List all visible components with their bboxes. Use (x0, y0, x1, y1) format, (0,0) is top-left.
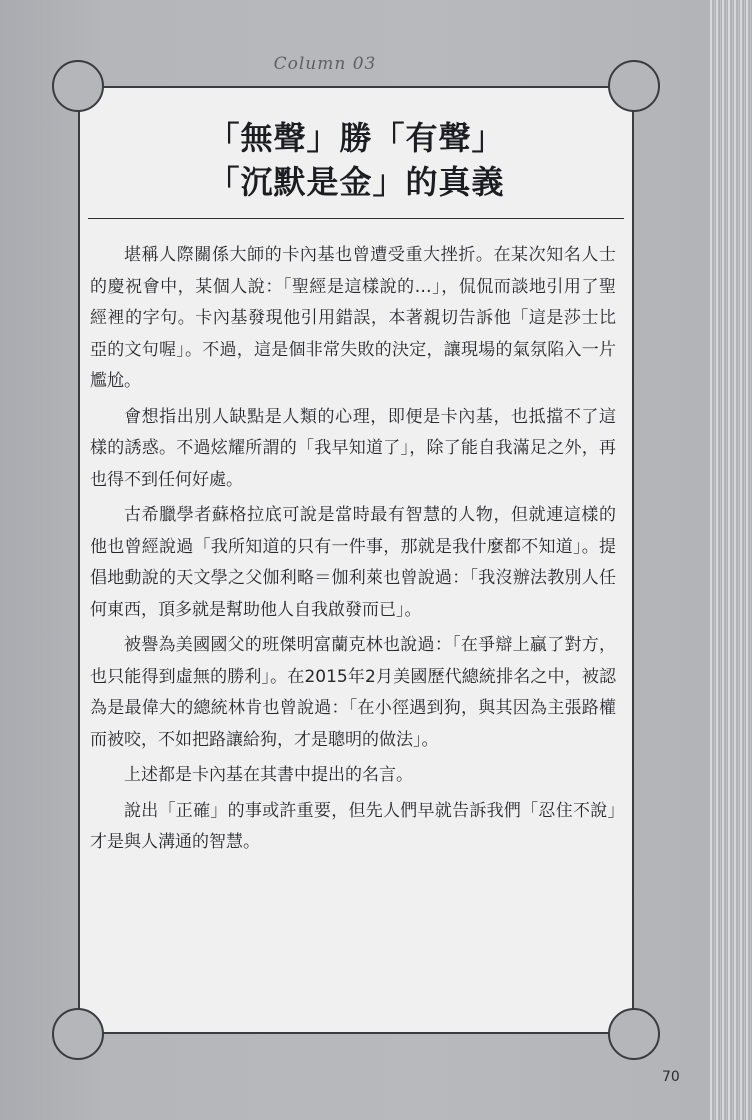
paragraph-4: 被譽為美國國父的班傑明富蘭克林也說過：「在爭辯上贏了對方，也只能得到虛無的勝利」。在2015年2月美國歷代總統排名之中，被認為是最偉大的總統林肯也曾說過：「在小徑遇到狗，與其因為主張路權而被咬，不如把路讓給狗，才是聰明的做法」。 (90, 635, 616, 750)
paragraph-3: 古希臘學者蘇格拉底可說是當時最有智慧的人物，但就連這樣的他也曾經說過「我所知道的只有一件事，那就是我什麼都不知道」。提倡地動說的天文學之父伽利略＝伽利萊也曾說過：「我沒辦法教別人任何東西，頂多就是幫助他人自我啟發而已」。 (90, 505, 616, 620)
paragraph-6: 說出「正確」的事或許重要，但先人們早就告訴我們「忍住不說」才是與人溝通的智慧。 (90, 800, 616, 852)
paragraph-1: 堪稱人際關係大師的卡內基也曾遭受重大挫折。在某次知名人士的慶祝會中，某個人說：「聖經是這樣說的…」，侃侃而談地引用了聖經裡的字句。卡內基發現他引用錯誤，本著親切告訴他「這是莎士比亞的文句喔」。不過，這是個非常失敗的決定，讓現場的氣氛陷入一片尷尬。 (90, 245, 616, 391)
title-line-1: 「無聲」勝「有聲」 (207, 119, 505, 157)
article-body (90, 240, 616, 863)
title-line-2: 「沉默是金」的真義 (207, 163, 505, 201)
frame-corner-top-right (608, 60, 660, 112)
page-stack-edge (710, 0, 752, 1120)
column-label: Column 03 (273, 54, 377, 74)
frame-corner-top-left (52, 60, 104, 112)
column-title (80, 116, 632, 204)
title-divider (88, 218, 624, 219)
paragraph-2: 會想指出別人缺點是人類的心理，即便是卡內基，也抵擋不了這樣的誘惑。不過炫耀所謂的「我早知道了」，除了能自我滿足之外，再也得不到任何好處。 (90, 406, 616, 490)
column-frame (78, 86, 634, 1034)
frame-corner-bottom-left (52, 1008, 104, 1060)
frame-corner-bottom-right (608, 1008, 660, 1060)
paragraph-5: 上述都是卡內基在其書中提出的名言。 (124, 765, 413, 785)
page-number: 70 (662, 1069, 680, 1085)
